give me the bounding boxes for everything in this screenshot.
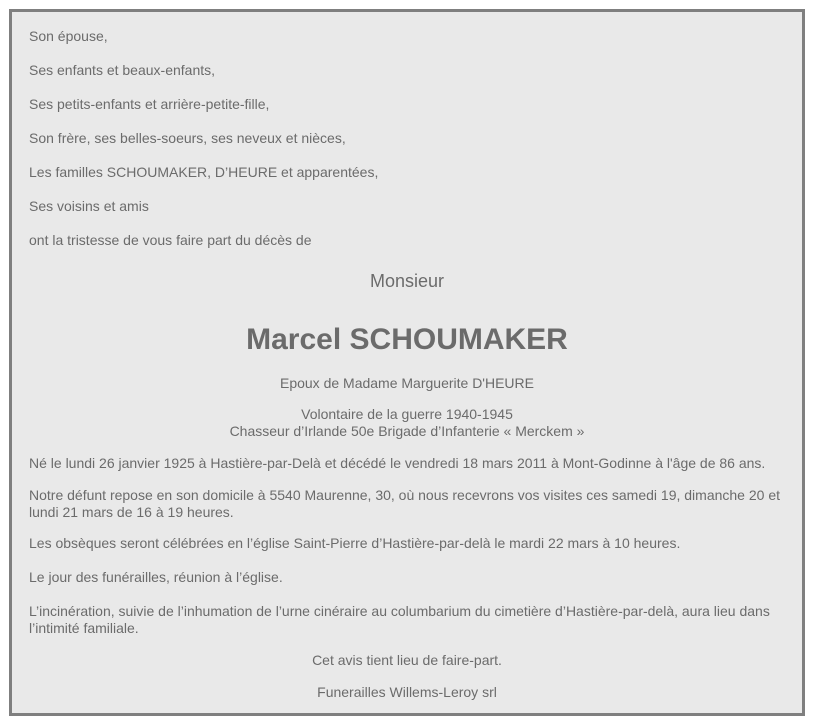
military-line-volunteer: Volontaire de la guerre 1940-1945	[301, 406, 513, 422]
announcement-line: ont la tristesse de vous faire part du décès de	[29, 232, 312, 248]
spouse-line: Epoux de Madame Marguerite D'HEURE	[279, 375, 534, 391]
birth-death-paragraph: Né le lundi 26 janvier 1925 à Hastière-par-Delà et décédé le vendredi 18 mars 2011 à Mont-Godinne à l'âge de 86 ans.	[29, 455, 766, 471]
military-line-brigade: Chasseur d’Irlande 50e Brigade d’Infanterie « Merckem »	[229, 423, 585, 439]
family-line-neighbours: Ses voisins et amis	[29, 198, 149, 214]
family-line-grandchildren: Ses petits-enfants et arrière-petite-fille,	[29, 96, 270, 112]
funeral-home-line: Funerailles Willems-Leroy srl	[317, 684, 497, 700]
notice-line: Cet avis tient lieu de faire-part.	[312, 652, 502, 668]
obituary-card	[9, 9, 805, 716]
family-line-spouse: Son épouse,	[29, 28, 108, 44]
visitation-paragraph: Notre défunt repose en son domicile à 5540 Maurenne, 30, où nous recevrons vos visites ces samedi 19, dimanche 20 et lundi 21 mars de 16 à 19 heures.	[29, 487, 780, 520]
cremation-paragraph: L’incinération, suivie de l’inhumation de l’urne cinéraire au columbarium du cimetière d’Hastière-par-delà, aura lieu dans l’intimité familiale.	[29, 603, 770, 636]
deceased-name: Marcel SCHOUMAKER	[246, 323, 568, 356]
family-line-siblings: Son frère, ses belles-soeurs, ses neveux et nièces,	[29, 130, 346, 146]
gathering-paragraph: Le jour des funérailles, réunion à l’église.	[29, 569, 283, 585]
family-line-families: Les familles SCHOUMAKER, D’HEURE et apparentées,	[29, 164, 379, 180]
honorific-title: Monsieur	[369, 271, 445, 291]
funeral-paragraph: Les obsèques seront célébrées en l’église Saint-Pierre d’Hastière-par-delà le mardi 22 mars à 10 heures.	[29, 535, 681, 551]
family-line-children: Ses enfants et beaux-enfants,	[29, 62, 216, 78]
